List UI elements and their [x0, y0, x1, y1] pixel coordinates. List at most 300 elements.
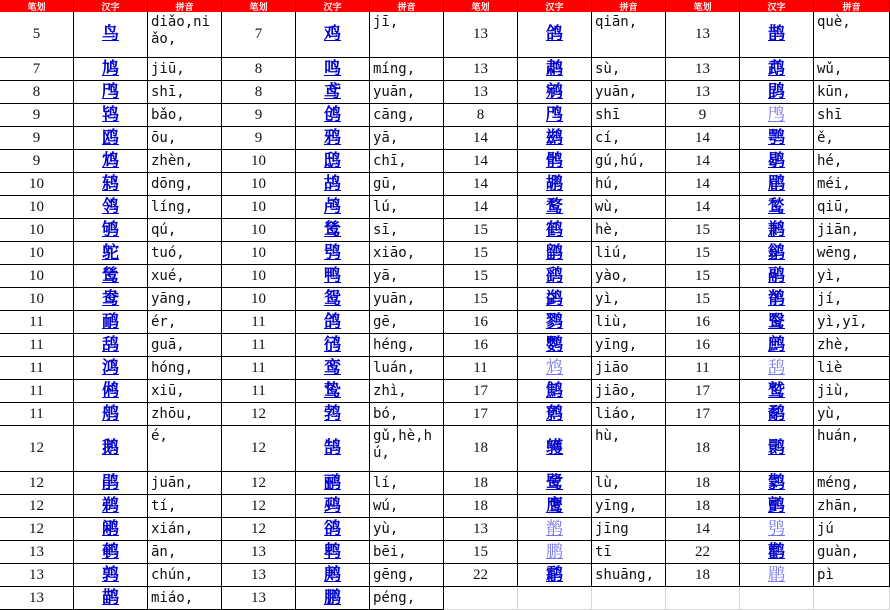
stroke-count-cell: 18 — [444, 495, 518, 518]
pinyin-cell: què, — [814, 12, 890, 58]
character-link[interactable]: 鹠 — [546, 242, 563, 263]
empty-cell — [444, 587, 518, 610]
pinyin-cell: shī, — [148, 81, 222, 104]
stroke-count-cell: 18 — [666, 426, 740, 472]
character-link[interactable]: 鸥 — [102, 127, 119, 148]
character-cell — [296, 81, 370, 104]
stroke-count-cell: 14 — [666, 127, 740, 150]
character-cell — [74, 518, 148, 541]
pinyin-cell: é, — [148, 426, 222, 472]
stroke-count-cell: 17 — [444, 403, 518, 426]
column-header: 汉字 — [296, 0, 370, 12]
character-cell — [740, 12, 814, 58]
stroke-count-cell: 13 — [222, 541, 296, 564]
stroke-count-cell: 13 — [222, 564, 296, 587]
stroke-count-cell: 15 — [666, 219, 740, 242]
character-link[interactable]: 鹛 — [768, 173, 785, 194]
pinyin-cell: ān, — [148, 541, 222, 564]
pinyin-cell: bēi, — [370, 541, 444, 564]
character-cell — [740, 288, 814, 311]
character-link[interactable]: 鸶 — [102, 265, 119, 286]
character-cell — [296, 518, 370, 541]
pinyin-cell: yā, — [370, 127, 444, 150]
character-cell — [74, 403, 148, 426]
character-cell — [518, 311, 592, 334]
pinyin-cell: kūn, — [814, 81, 890, 104]
pinyin-cell: yù, — [814, 403, 890, 426]
pinyin-cell: jiāo — [592, 357, 666, 380]
character-link[interactable]: 鹞 — [546, 265, 563, 286]
character-link[interactable]: 鸠 — [102, 58, 119, 79]
character-link[interactable]: 鹏 — [324, 587, 341, 608]
pinyin-cell: héng, — [370, 334, 444, 357]
character-link[interactable]: 鹁 — [324, 403, 341, 424]
character-link[interactable]: 鸺 — [102, 380, 119, 401]
character-cell — [740, 150, 814, 173]
character-link[interactable]: 鹔 — [546, 58, 563, 79]
stroke-count-cell: 13 — [666, 12, 740, 58]
character-link[interactable]: 鹫 — [768, 380, 785, 401]
empty-cell — [814, 587, 890, 610]
character-link[interactable]: 鹧 — [768, 334, 785, 355]
character-link[interactable]: 鹀 — [324, 495, 341, 516]
pinyin-cell: bó, — [370, 403, 444, 426]
character-link[interactable]: 鸩 — [102, 150, 119, 171]
character-link[interactable]: 鸧 — [324, 104, 341, 125]
pinyin-cell: guā, — [148, 334, 222, 357]
character-link[interactable]: 鹴 — [546, 564, 563, 585]
pinyin-cell: jú — [814, 518, 890, 541]
character-cell — [74, 81, 148, 104]
character-link[interactable]: 鹨 — [546, 311, 563, 332]
character-cell — [740, 127, 814, 150]
character-cell — [74, 104, 148, 127]
stroke-count-cell: 10 — [222, 265, 296, 288]
character-cell — [518, 495, 592, 518]
pinyin-cell: bǎo, — [148, 104, 222, 127]
character-link[interactable]: 鹬 — [768, 403, 785, 424]
character-cell — [740, 564, 814, 587]
character-cell — [296, 265, 370, 288]
character-cell — [74, 127, 148, 150]
pinyin-cell: miáo, — [148, 587, 222, 610]
character-link[interactable]: 鹛 — [768, 564, 785, 585]
character-cell — [740, 403, 814, 426]
character-cell — [74, 288, 148, 311]
pinyin-cell: yīng, — [592, 495, 666, 518]
pinyin-cell: luán, — [370, 357, 444, 380]
stroke-count-cell: 12 — [222, 472, 296, 495]
empty-cell — [518, 587, 592, 610]
character-link[interactable]: 鸬 — [324, 196, 341, 217]
character-cell — [296, 587, 370, 610]
character-link[interactable]: 鹈 — [102, 495, 119, 516]
character-cell — [740, 196, 814, 219]
pinyin-cell: gū, — [370, 173, 444, 196]
character-link[interactable]: 鹆 — [324, 518, 341, 539]
pinyin-cell: yīng, — [592, 334, 666, 357]
stroke-count-cell: 11 — [222, 334, 296, 357]
pinyin-cell: liáo, — [592, 403, 666, 426]
stroke-count-cell: 10 — [0, 288, 74, 311]
pinyin-cell: méi, — [814, 173, 890, 196]
stroke-count-cell: 16 — [666, 334, 740, 357]
character-link[interactable]: 鹩 — [546, 403, 563, 424]
character-link[interactable]: 鹮 — [768, 438, 785, 458]
column-header: 汉字 — [518, 0, 592, 12]
character-cell — [296, 426, 370, 472]
character-link[interactable]: 鹡 — [546, 518, 563, 539]
stroke-count-cell: 13 — [666, 81, 740, 104]
character-cell — [74, 587, 148, 610]
character-cell — [518, 403, 592, 426]
column-header: 笔划 — [444, 0, 518, 12]
character-link[interactable]: 鹇 — [102, 518, 119, 539]
pinyin-cell: cí, — [592, 127, 666, 150]
stroke-count-cell: 10 — [222, 242, 296, 265]
stroke-count-cell: 13 — [444, 12, 518, 58]
pinyin-cell: guàn, — [814, 541, 890, 564]
stroke-count-cell: 15 — [444, 242, 518, 265]
character-cell — [740, 334, 814, 357]
character-link[interactable]: 鸶 — [324, 219, 341, 240]
stroke-count-cell: 12 — [0, 518, 74, 541]
character-link[interactable]: 鹂 — [324, 472, 341, 493]
character-link[interactable]: 鸤 — [102, 81, 119, 102]
character-link[interactable]: 鹭 — [546, 472, 563, 493]
character-link[interactable]: 鹖 — [768, 150, 785, 171]
character-link[interactable]: 鸣 — [324, 58, 341, 79]
character-cell — [296, 380, 370, 403]
character-cell — [74, 541, 148, 564]
character-link[interactable]: 鸽 — [324, 311, 341, 332]
character-link[interactable]: 鹚 — [546, 127, 563, 148]
character-link[interactable]: 鹄 — [324, 438, 341, 458]
pinyin-cell: cāng, — [370, 104, 444, 127]
character-link[interactable]: 鹓 — [546, 81, 563, 102]
pinyin-cell: hè, — [592, 219, 666, 242]
character-link[interactable]: 鹕 — [546, 173, 563, 194]
stroke-count-cell: 16 — [666, 311, 740, 334]
stroke-count-cell: 17 — [666, 403, 740, 426]
pinyin-cell: yào, — [592, 265, 666, 288]
stroke-count-cell: 18 — [666, 564, 740, 587]
stroke-count-cell: 16 — [444, 311, 518, 334]
stroke-count-cell: 10 — [222, 150, 296, 173]
character-link[interactable]: 鹉 — [768, 58, 785, 79]
character-cell — [518, 265, 592, 288]
character-cell — [518, 472, 592, 495]
character-cell — [518, 334, 592, 357]
column-header: 拼音 — [370, 0, 444, 12]
pinyin-cell: liù, — [592, 311, 666, 334]
character-cell — [740, 58, 814, 81]
pinyin-cell: jiāo, — [592, 380, 666, 403]
stroke-count-cell: 11 — [0, 403, 74, 426]
character-link[interactable]: 鹍 — [768, 81, 785, 102]
stroke-count-cell: 11 — [0, 357, 74, 380]
character-cell — [296, 403, 370, 426]
stroke-count-cell: 14 — [444, 127, 518, 150]
column-header: 拼音 — [814, 0, 890, 12]
character-link[interactable]: 鸳 — [324, 288, 341, 309]
character-cell — [518, 288, 592, 311]
pinyin-cell: lí, — [370, 472, 444, 495]
pinyin-cell: míng, — [370, 58, 444, 81]
pinyin-cell: hé, — [814, 150, 890, 173]
pinyin-cell: dōng, — [148, 173, 222, 196]
character-link[interactable]: 鸵 — [102, 242, 119, 263]
character-cell — [740, 357, 814, 380]
character-link[interactable]: 鸷 — [324, 380, 341, 401]
character-cell — [74, 173, 148, 196]
character-cell — [74, 265, 148, 288]
stroke-count-cell: 10 — [0, 219, 74, 242]
pinyin-cell: sī, — [370, 219, 444, 242]
stroke-count-cell: 15 — [444, 541, 518, 564]
pinyin-cell: sù, — [592, 58, 666, 81]
character-link[interactable]: 鹊 — [768, 24, 785, 44]
character-link[interactable]: 鹥 — [768, 311, 785, 332]
character-link[interactable]: 鹦 — [546, 334, 563, 355]
character-link[interactable]: 鹜 — [546, 196, 563, 217]
character-cell — [518, 426, 592, 472]
character-cell — [518, 173, 592, 196]
character-link[interactable]: 鹘 — [546, 150, 563, 171]
pinyin-cell: lú, — [370, 196, 444, 219]
stroke-count-cell: 9 — [666, 104, 740, 127]
stroke-count-cell: 15 — [666, 265, 740, 288]
stroke-count-cell: 11 — [222, 380, 296, 403]
character-cell — [74, 472, 148, 495]
character-cell — [74, 311, 148, 334]
stroke-count-cell: 18 — [666, 495, 740, 518]
character-link[interactable]: 鸦 — [324, 127, 341, 148]
character-link[interactable]: 鸢 — [324, 81, 341, 102]
character-cell — [518, 518, 592, 541]
character-link[interactable]: 鸲 — [102, 219, 119, 240]
column-header: 笔划 — [222, 0, 296, 12]
character-link[interactable]: 鹡 — [768, 288, 785, 309]
character-link[interactable]: 鸨 — [102, 104, 119, 125]
stroke-count-cell: 12 — [222, 495, 296, 518]
character-link[interactable]: 鹢 — [546, 288, 563, 309]
stroke-count-cell: 14 — [444, 196, 518, 219]
pinyin-cell: yì,yī, — [814, 311, 890, 334]
character-link[interactable]: 鸪 — [324, 173, 341, 194]
character-link[interactable]: 鸰 — [102, 196, 119, 217]
character-link[interactable]: 鸹 — [768, 357, 785, 378]
stroke-count-cell: 13 — [0, 541, 74, 564]
stroke-count-cell: 17 — [666, 380, 740, 403]
character-cell — [518, 242, 592, 265]
pinyin-cell: jī, — [370, 12, 444, 58]
character-cell — [740, 518, 814, 541]
pinyin-cell: jiān, — [814, 219, 890, 242]
pinyin-cell: tī — [592, 541, 666, 564]
stroke-count-cell: 18 — [666, 472, 740, 495]
stroke-count-cell: 14 — [444, 173, 518, 196]
character-link[interactable]: 鸿 — [102, 357, 119, 378]
character-cell — [74, 495, 148, 518]
character-link[interactable]: 鸟 — [102, 24, 119, 44]
character-cell — [296, 541, 370, 564]
character-cell — [296, 219, 370, 242]
pinyin-cell: ōu, — [148, 127, 222, 150]
character-cell — [74, 564, 148, 587]
stroke-count-cell: 8 — [0, 81, 74, 104]
character-link[interactable]: 鹎 — [324, 541, 341, 562]
stroke-count-cell: 9 — [222, 104, 296, 127]
character-link[interactable]: 鸤 — [546, 104, 563, 125]
pinyin-cell: yuān, — [592, 81, 666, 104]
character-link[interactable]: 鸤 — [768, 104, 785, 125]
pinyin-cell: chún, — [148, 564, 222, 587]
stroke-count-cell: 14 — [666, 518, 740, 541]
stroke-count-cell: 12 — [222, 403, 296, 426]
stroke-count-cell: 14 — [666, 173, 740, 196]
character-cell — [740, 380, 814, 403]
character-link[interactable]: 鸮 — [324, 242, 341, 263]
stroke-count-cell: 13 — [0, 587, 74, 610]
stroke-count-cell: 5 — [0, 12, 74, 58]
character-link[interactable]: 鸫 — [102, 173, 119, 194]
character-link[interactable]: 鹯 — [768, 495, 785, 516]
character-link[interactable]: 鸹 — [102, 334, 119, 355]
pinyin-cell: qiān, — [592, 12, 666, 58]
character-cell — [518, 12, 592, 58]
character-link[interactable]: 鹅 — [102, 438, 119, 458]
character-cell — [74, 242, 148, 265]
character-link[interactable]: 鹟 — [768, 242, 785, 263]
character-cell — [740, 472, 814, 495]
character-cell — [74, 58, 148, 81]
stroke-count-cell: 14 — [444, 150, 518, 173]
stroke-count-cell: 16 — [444, 334, 518, 357]
stroke-count-cell: 11 — [0, 311, 74, 334]
stroke-count-cell: 12 — [222, 426, 296, 472]
stroke-count-cell: 14 — [666, 196, 740, 219]
character-link[interactable]: 鹱 — [546, 438, 563, 458]
pinyin-cell: jiù, — [814, 380, 890, 403]
column-header: 拼音 — [592, 0, 666, 12]
character-link[interactable]: 鸾 — [324, 357, 341, 378]
stroke-count-cell: 9 — [0, 104, 74, 127]
stroke-count-cell: 7 — [0, 58, 74, 81]
character-link[interactable]: 鹝 — [768, 265, 785, 286]
pinyin-cell: shuāng, — [592, 564, 666, 587]
pinyin-cell: chī, — [370, 150, 444, 173]
stroke-count-cell: 11 — [222, 311, 296, 334]
character-link[interactable]: 鸽 — [546, 24, 563, 44]
stroke-count-cell: 18 — [444, 426, 518, 472]
character-link[interactable]: 鸸 — [102, 311, 119, 332]
stroke-count-cell: 22 — [666, 541, 740, 564]
character-link[interactable]: 鹗 — [768, 127, 785, 148]
character-link[interactable]: 鹤 — [546, 219, 563, 240]
character-link[interactable]: 鹣 — [768, 219, 785, 240]
stroke-count-cell: 14 — [666, 150, 740, 173]
pinyin-cell: wù, — [592, 196, 666, 219]
stroke-count-cell: 9 — [0, 127, 74, 150]
stroke-count-cell: 15 — [444, 219, 518, 242]
character-link[interactable]: 鹒 — [324, 564, 341, 585]
pinyin-cell: jiū, — [148, 58, 222, 81]
pinyin-cell: gǔ,hè,hú, — [370, 426, 444, 472]
pinyin-cell: méng, — [814, 472, 890, 495]
pinyin-cell: lù, — [592, 472, 666, 495]
character-cell — [518, 58, 592, 81]
character-link[interactable]: 鸭 — [324, 265, 341, 286]
character-link[interactable]: 鹲 — [768, 472, 785, 493]
pinyin-cell: gē, — [370, 311, 444, 334]
character-link[interactable]: 鸮 — [768, 518, 785, 539]
pinyin-cell: huán, — [814, 426, 890, 472]
stroke-count-cell: 13 — [444, 81, 518, 104]
pinyin-cell: wēng, — [814, 242, 890, 265]
character-cell — [740, 219, 814, 242]
stroke-count-cell: 10 — [222, 219, 296, 242]
stroke-count-cell: 11 — [222, 357, 296, 380]
character-cell — [74, 196, 148, 219]
character-cell — [740, 426, 814, 472]
pinyin-cell: zhān, — [814, 495, 890, 518]
pinyin-cell: yì, — [814, 265, 890, 288]
character-link[interactable]: 鹑 — [102, 564, 119, 585]
pinyin-cell: wú, — [370, 495, 444, 518]
pinyin-cell: líng, — [148, 196, 222, 219]
stroke-count-cell: 8 — [222, 81, 296, 104]
stroke-count-cell: 13 — [666, 58, 740, 81]
character-link[interactable]: 鸼 — [102, 403, 119, 424]
character-link[interactable]: 鹏 — [546, 541, 563, 562]
column-header: 汉字 — [74, 0, 148, 12]
stroke-count-cell: 15 — [444, 265, 518, 288]
character-cell — [518, 81, 592, 104]
character-link[interactable]: 鹪 — [546, 380, 563, 401]
pinyin-cell: jí, — [814, 288, 890, 311]
character-link[interactable]: 鸡 — [324, 24, 341, 44]
stroke-count-cell: 22 — [444, 564, 518, 587]
character-link[interactable]: 鹙 — [768, 196, 785, 217]
pinyin-cell: yā, — [370, 265, 444, 288]
pinyin-cell: qiū, — [814, 196, 890, 219]
stroke-count-cell: 13 — [222, 587, 296, 610]
stroke-count-cell: 11 — [0, 380, 74, 403]
character-link[interactable]: 鸯 — [102, 288, 119, 309]
character-link[interactable]: 鹋 — [102, 587, 119, 608]
character-cell — [518, 127, 592, 150]
pinyin-cell: yuān, — [370, 288, 444, 311]
character-link[interactable]: 鸻 — [324, 334, 341, 355]
character-link[interactable]: 鹳 — [768, 541, 785, 562]
character-link[interactable]: 鹰 — [546, 495, 563, 516]
pinyin-cell: shī — [592, 104, 666, 127]
character-link[interactable]: 鸱 — [324, 150, 341, 171]
character-link[interactable]: 鹌 — [102, 541, 119, 562]
stroke-count-cell: 9 — [0, 150, 74, 173]
character-cell — [518, 541, 592, 564]
stroke-count-cell: 10 — [0, 242, 74, 265]
character-link[interactable]: 鹃 — [102, 472, 119, 493]
stroke-count-cell: 12 — [0, 495, 74, 518]
character-cell — [518, 196, 592, 219]
character-cell — [74, 380, 148, 403]
pinyin-cell: xué, — [148, 265, 222, 288]
character-cell — [518, 104, 592, 127]
pinyin-cell: pì — [814, 564, 890, 587]
character-link[interactable]: 鸩 — [546, 357, 563, 378]
